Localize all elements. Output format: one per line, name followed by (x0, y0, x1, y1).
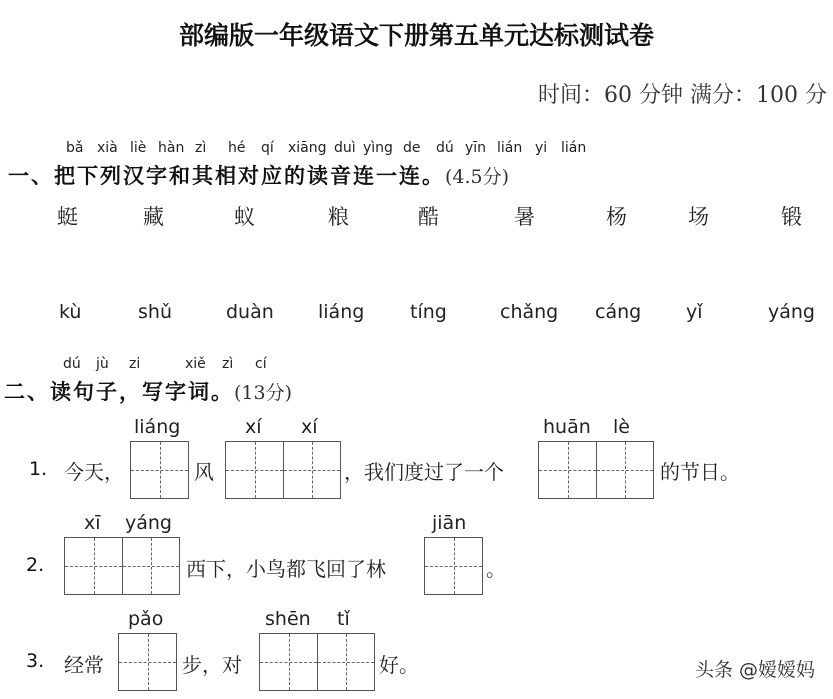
pinyin: liè (130, 140, 147, 156)
blank-pinyin: xī (84, 512, 101, 534)
match-reading[interactable]: shǔ (138, 301, 172, 323)
pinyin: hàn (158, 140, 185, 156)
match-reading[interactable]: kù (59, 301, 82, 323)
section2-heading (4, 376, 292, 406)
pinyin: duì (334, 140, 356, 156)
match-character[interactable]: 暑 (514, 205, 535, 229)
pinyin: xiāng (288, 140, 327, 156)
question-number: 1. (29, 458, 48, 480)
question-text: 经常 (64, 653, 104, 677)
question-text: 的节日。 (660, 460, 740, 484)
exam-meta: 时间：60 分钟 满分：100 分 (538, 83, 827, 108)
blank-pinyin: lè (613, 416, 630, 438)
match-character[interactable]: 杨 (606, 205, 627, 229)
question-text: 今天， (64, 460, 124, 484)
writing-grid[interactable] (538, 441, 654, 499)
match-character[interactable]: 场 (688, 205, 709, 229)
grid-cell[interactable] (131, 442, 188, 498)
grid-cell[interactable] (425, 538, 482, 594)
writing-grid[interactable] (118, 633, 177, 691)
watermark: 头条 @嫒嫒妈 (694, 659, 815, 681)
blank-pinyin: huān (543, 416, 591, 438)
pinyin: lián (497, 140, 523, 156)
pinyin: yìng (363, 140, 393, 156)
pinyin: jù (96, 356, 109, 372)
match-reading[interactable]: duàn (226, 301, 274, 323)
match-reading[interactable]: cáng (595, 301, 642, 323)
section1-heading (8, 160, 509, 190)
pinyin: bǎ (66, 140, 84, 156)
pinyin: zi (129, 356, 141, 372)
writing-grid[interactable] (225, 441, 341, 499)
match-character[interactable]: 蜓 (57, 205, 78, 229)
blank-pinyin: pǎo (128, 608, 164, 630)
section1-label: 一、把下列汉字和其相对应的读音连一连。 (8, 164, 445, 188)
grid-cell[interactable] (260, 634, 317, 690)
grid-cell[interactable] (226, 442, 283, 498)
match-character[interactable]: 蚁 (234, 205, 255, 229)
grid-cell[interactable] (539, 442, 596, 498)
pinyin: yīn (465, 140, 487, 156)
blank-pinyin: shēn (265, 608, 311, 630)
match-character[interactable]: 锻 (781, 205, 802, 229)
grid-cell[interactable] (119, 634, 176, 690)
blank-pinyin: yáng (125, 512, 172, 534)
match-character[interactable]: 粮 (328, 205, 349, 229)
pinyin: de (403, 140, 421, 156)
match-reading[interactable]: tíng (410, 301, 447, 323)
pinyin: zì (222, 356, 234, 372)
section2-label: 二、读句子，写字词。 (4, 380, 234, 404)
pinyin: hé (228, 140, 246, 156)
writing-grid[interactable] (424, 537, 483, 595)
match-reading[interactable]: yáng (768, 301, 815, 323)
pinyin: lián (561, 140, 587, 156)
blank-pinyin: xí (301, 416, 318, 438)
blank-pinyin: jiān (432, 512, 467, 534)
pinyin: zì (195, 140, 207, 156)
question-text: 。 (486, 557, 506, 581)
blank-pinyin: liáng (134, 416, 181, 438)
blank-pinyin: tǐ (337, 608, 350, 630)
match-character[interactable]: 藏 (143, 205, 164, 229)
question-text: 风 (194, 460, 214, 484)
section1-score: (4.5分) (445, 166, 510, 188)
pinyin: xià (97, 140, 118, 156)
writing-grid[interactable] (64, 537, 180, 595)
grid-cell[interactable] (122, 538, 179, 594)
page-title: 部编版一年级语文下册第五单元达标测试卷 (178, 21, 654, 50)
pinyin: cí (255, 356, 267, 372)
question-text: 步，对 (182, 653, 242, 677)
match-reading[interactable]: chǎng (500, 301, 559, 323)
grid-cell[interactable] (596, 442, 653, 498)
match-character[interactable]: 酷 (418, 205, 439, 229)
blank-pinyin: xí (245, 416, 262, 438)
pinyin: xiě (185, 356, 206, 372)
grid-cell[interactable] (283, 442, 340, 498)
section2-score: (13分) (234, 382, 293, 404)
pinyin: dú (63, 356, 81, 372)
grid-cell[interactable] (65, 538, 122, 594)
match-reading[interactable]: yǐ (686, 301, 703, 323)
question-text: ，我们度过了一个 (344, 460, 504, 484)
pinyin: yi (535, 140, 548, 156)
match-reading[interactable]: liáng (318, 301, 365, 323)
question-text: 好。 (379, 653, 419, 677)
question-text: 西下，小鸟都飞回了林 (186, 557, 386, 581)
question-number: 3. (26, 650, 45, 672)
writing-grid[interactable] (259, 633, 375, 691)
question-number: 2. (26, 554, 45, 576)
grid-cell[interactable] (317, 634, 374, 690)
pinyin: dú (436, 140, 454, 156)
pinyin: qí (261, 140, 274, 156)
writing-grid[interactable] (130, 441, 189, 499)
